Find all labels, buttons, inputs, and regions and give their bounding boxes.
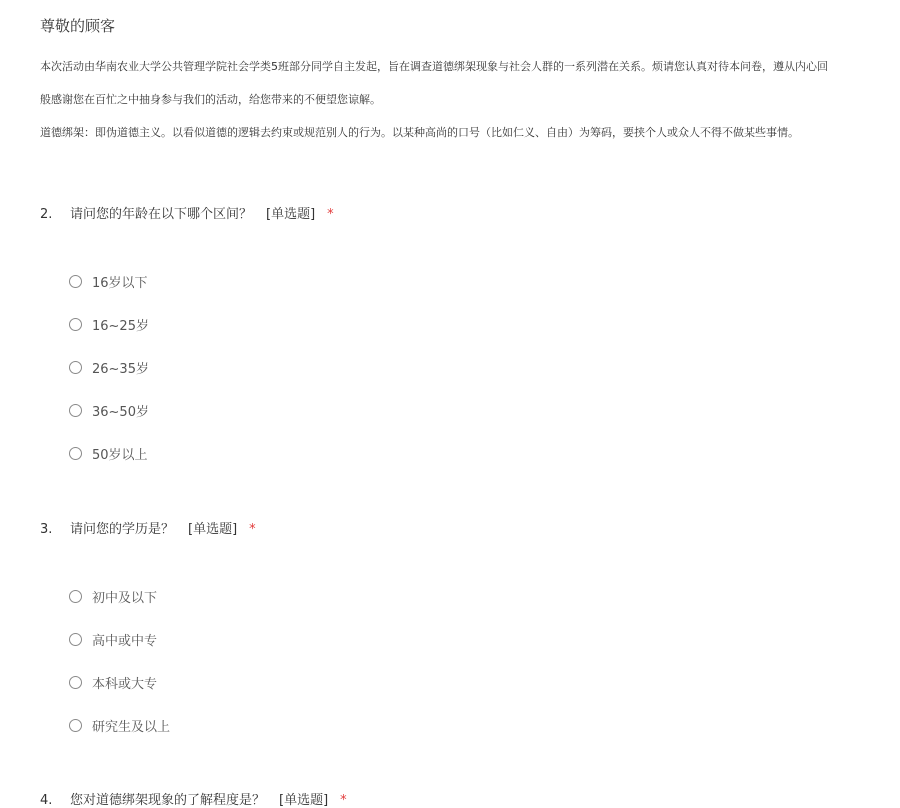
radio-circle-icon[interactable] <box>69 447 82 460</box>
option-radio[interactable] <box>69 672 157 692</box>
intro-paragraph-2: 般感谢您在百忙之中抽身参与我们的活动，给您带来的不便望您谅解。 <box>40 93 381 106</box>
option-radio[interactable] <box>69 271 148 291</box>
question-number: 2. <box>40 207 53 222</box>
option-radio[interactable] <box>69 314 149 334</box>
question-text: 您对道德绑架现象的了解程度是？ <box>70 793 266 808</box>
question-number: 4. <box>40 793 53 808</box>
radio-circle-icon[interactable] <box>69 318 82 331</box>
radio-circle-icon[interactable] <box>69 275 82 288</box>
radio-circle-icon[interactable] <box>69 633 82 646</box>
option-radio[interactable] <box>69 629 157 649</box>
radio-circle-icon[interactable] <box>69 590 82 603</box>
option-label[interactable]: 26~35岁 <box>92 361 149 377</box>
question-title <box>40 789 347 808</box>
question-title <box>40 203 334 222</box>
option-radio[interactable] <box>69 400 149 420</box>
question-text: 请问您的学历是？ <box>70 522 175 537</box>
intro-definition: 道德绑架：即伪道德主义。以看似道德的逻辑去约束或规范别人的行为。以某种高尚的口号（比如仁义、自由）为筹码，要挟个人或众人不得不做某些事情。 <box>40 126 799 139</box>
option-label[interactable]: 16岁以下 <box>92 275 148 291</box>
radio-circle-icon[interactable] <box>69 361 82 374</box>
intro-paragraph-1: 本次活动由华南农业大学公共管理学院社会学类5班部分同学自主发起，旨在调查道德绑架现象与社会人群的一系列潜在关系。烦请您认真对待本问卷，遵从内心回 <box>40 60 828 73</box>
option-radio[interactable] <box>69 443 148 463</box>
question-education <box>40 518 880 743</box>
question-title <box>40 518 256 537</box>
option-radio[interactable] <box>69 357 149 377</box>
greeting-heading: 尊敬的顾客 <box>40 17 116 35</box>
question-age <box>40 203 880 473</box>
question-type-badge: [单选题] <box>266 207 316 222</box>
option-label[interactable]: 研究生及以上 <box>92 719 171 735</box>
option-radio[interactable] <box>69 586 157 606</box>
radio-circle-icon[interactable] <box>69 719 82 732</box>
radio-circle-icon[interactable] <box>69 676 82 689</box>
radio-circle-icon[interactable] <box>69 404 82 417</box>
option-label[interactable]: 高中或中专 <box>92 633 158 649</box>
question-type-badge: [单选题] <box>279 793 329 808</box>
required-marker: * <box>327 207 334 222</box>
question-type-badge: [单选题] <box>188 522 238 537</box>
option-label[interactable]: 16~25岁 <box>92 318 149 334</box>
option-radio[interactable] <box>69 715 170 735</box>
required-marker: * <box>249 522 256 537</box>
question-text: 请问您的年龄在以下哪个区间？ <box>70 207 253 222</box>
option-label[interactable]: 36~50岁 <box>92 404 149 420</box>
question-awareness <box>40 789 880 808</box>
option-label[interactable]: 初中及以下 <box>92 590 158 606</box>
option-label[interactable]: 50岁以上 <box>92 447 148 463</box>
required-marker: * <box>340 793 347 808</box>
question-number: 3. <box>40 522 53 537</box>
option-label[interactable]: 本科或大专 <box>92 676 158 692</box>
